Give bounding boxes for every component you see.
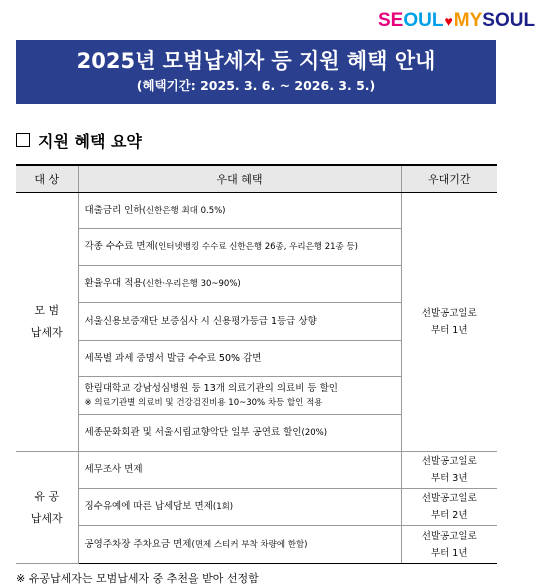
- benefit-cell: 각종 수수료 면제(인터넷뱅킹 수수료 신한은행 26종, 우리은행 21종 등): [78, 229, 401, 266]
- period-cell: 선발공고일로 부터 3년: [401, 452, 497, 489]
- benefit-cell: 서울신용보증재단 보증심사 시 신용평가등급 1등급 상향: [78, 303, 401, 341]
- category-merit-taxpayer: 유 공 납세자: [16, 452, 78, 564]
- benefit-period: (혜택기간: 2025. 3. 6. ~ 2026. 3. 5.): [136, 78, 376, 93]
- footnote: ※ 유공납세자는 모범납세자 중 추천을 받아 선정함: [16, 572, 259, 585]
- section-heading: 지원 혜택 요약: [16, 129, 142, 151]
- table-header-row: [16, 165, 497, 193]
- table-row: [16, 526, 497, 564]
- table-row: [16, 489, 497, 526]
- seoul-my-soul-logo: SE OUL ♥ MY SOUL: [378, 10, 535, 31]
- benefit-cell: 세종문화회관 및 서울시립교향악단 일부 공연료 할인(20%): [78, 415, 401, 452]
- benefit-cell: 한림대학교 강남성심병원 등 13개 의료기관의 의료비 등 할인 ※ 의료기관별 의료비 및 건강검진비용 10~30% 차등 할인 적용: [78, 377, 401, 415]
- period-cell: 선발공고일로 부터 2년: [401, 489, 497, 526]
- period-cell: 선발공고일로 부터 1년: [401, 526, 497, 564]
- heart-icon: ♥: [444, 13, 453, 29]
- benefit-cell: 환율우대 적용(신한·우리은행 30~90%): [78, 266, 401, 303]
- checkbox-square-icon: [16, 133, 30, 147]
- header-benefit: 우대 혜택: [78, 165, 401, 193]
- benefits-table: [16, 164, 497, 564]
- header-target: 대 상: [16, 165, 78, 193]
- period-cell: 선발공고일로 부터 1년: [401, 193, 497, 452]
- benefit-cell: 세무조사 면제: [78, 452, 401, 489]
- benefit-cell: 대출금리 인하(신한은행 최대 0.5%): [78, 193, 401, 229]
- header-period: 우대기간: [401, 165, 497, 193]
- title-banner: [16, 40, 496, 104]
- category-model-taxpayer: 모 범 납세자: [16, 193, 78, 452]
- table-row: [16, 452, 497, 489]
- benefit-cell: 세목별 과세 증명서 발급 수수료 50% 감면: [78, 341, 401, 377]
- table-row: [16, 193, 497, 229]
- page-title: 2025년 모범납세자 등 지원 혜택 안내: [76, 49, 436, 73]
- benefit-cell: 공영주차장 주차요금 면제(면제 스티커 부착 차량에 한함): [78, 526, 401, 564]
- benefit-cell: 징수유예에 따른 납세담보 면제(1회): [78, 489, 401, 526]
